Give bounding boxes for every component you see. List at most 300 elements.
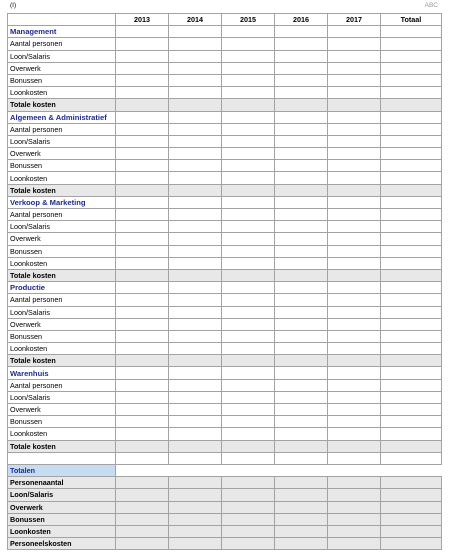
value-cell[interactable] (275, 148, 328, 160)
value-cell[interactable] (328, 318, 381, 330)
data-row (8, 123, 442, 135)
value-cell[interactable] (381, 501, 442, 513)
value-cell[interactable] (116, 269, 169, 281)
data-row (8, 74, 442, 86)
value-cell[interactable] (275, 306, 328, 318)
data-row (8, 62, 442, 74)
value-cell[interactable] (222, 123, 275, 135)
value-cell[interactable] (222, 513, 275, 525)
value-cell[interactable] (116, 209, 169, 221)
value-cell[interactable] (275, 513, 328, 525)
value-cell[interactable] (275, 99, 328, 111)
value-cell[interactable] (328, 513, 381, 525)
value-cell[interactable] (222, 26, 275, 38)
value-cell[interactable] (169, 26, 222, 38)
value-cell[interactable] (169, 525, 222, 537)
value-cell[interactable] (381, 196, 442, 208)
value-cell[interactable] (222, 184, 275, 196)
value-cell[interactable] (116, 87, 169, 99)
value-cell[interactable] (275, 209, 328, 221)
row-label: Overwerk (8, 233, 116, 245)
value-cell[interactable] (328, 343, 381, 355)
value-cell[interactable] (328, 50, 381, 62)
value-cell[interactable] (275, 477, 328, 489)
value-cell[interactable] (381, 343, 442, 355)
value-cell[interactable] (328, 74, 381, 86)
value-cell[interactable] (381, 282, 442, 294)
value-cell[interactable] (169, 38, 222, 50)
value-cell[interactable] (328, 135, 381, 147)
value-cell[interactable] (116, 513, 169, 525)
value-cell[interactable] (169, 123, 222, 135)
value-cell[interactable] (116, 404, 169, 416)
value-cell[interactable] (222, 196, 275, 208)
value-cell[interactable] (381, 355, 442, 367)
row-label: Aantal personen (8, 38, 116, 50)
data-row (8, 343, 442, 355)
value-cell[interactable] (381, 440, 442, 452)
row-label: Loonkosten (8, 343, 116, 355)
value-cell[interactable] (222, 148, 275, 160)
total-label: Totale kosten (8, 440, 116, 452)
value-cell[interactable] (116, 477, 169, 489)
value-cell[interactable] (381, 62, 442, 74)
value-cell[interactable] (381, 160, 442, 172)
value-cell[interactable] (328, 391, 381, 403)
value-cell[interactable] (275, 87, 328, 99)
spacer-cell (169, 464, 222, 476)
value-cell[interactable] (116, 343, 169, 355)
sheet-topbar (0, 0, 450, 12)
value-cell[interactable] (169, 111, 222, 123)
section-header-row (8, 111, 442, 123)
value-cell[interactable] (275, 294, 328, 306)
value-cell[interactable] (275, 50, 328, 62)
value-cell[interactable] (381, 330, 442, 342)
value-cell[interactable] (328, 367, 381, 379)
value-cell[interactable] (381, 111, 442, 123)
value-cell[interactable] (116, 257, 169, 269)
value-cell[interactable] (328, 172, 381, 184)
value-cell[interactable] (328, 245, 381, 257)
value-cell[interactable] (275, 330, 328, 342)
value-cell[interactable] (169, 428, 222, 440)
value-cell[interactable] (275, 416, 328, 428)
value-cell[interactable] (169, 245, 222, 257)
value-cell[interactable] (169, 367, 222, 379)
value-cell[interactable] (381, 87, 442, 99)
value-cell[interactable] (381, 233, 442, 245)
row-label: Overwerk (8, 404, 116, 416)
section-title: Warenhuis (8, 367, 116, 379)
value-cell[interactable] (275, 257, 328, 269)
value-cell[interactable] (222, 355, 275, 367)
value-cell[interactable] (275, 428, 328, 440)
value-cell[interactable] (169, 50, 222, 62)
value-cell[interactable] (169, 233, 222, 245)
value-cell[interactable] (328, 501, 381, 513)
value-cell[interactable] (116, 184, 169, 196)
value-cell[interactable] (275, 196, 328, 208)
value-cell[interactable] (116, 501, 169, 513)
value-cell[interactable] (116, 367, 169, 379)
value-cell[interactable] (169, 489, 222, 501)
value-cell[interactable] (116, 99, 169, 111)
value-cell[interactable] (169, 62, 222, 74)
value-cell[interactable] (275, 452, 328, 464)
value-cell[interactable] (328, 62, 381, 74)
value-cell[interactable] (381, 452, 442, 464)
value-cell[interactable] (169, 343, 222, 355)
value-cell[interactable] (169, 330, 222, 342)
value-cell[interactable] (275, 501, 328, 513)
value-cell[interactable] (328, 282, 381, 294)
value-cell[interactable] (328, 477, 381, 489)
value-cell[interactable] (222, 501, 275, 513)
value-cell[interactable] (116, 318, 169, 330)
data-row (8, 318, 442, 330)
value-cell[interactable] (116, 74, 169, 86)
value-cell[interactable] (275, 38, 328, 50)
value-cell[interactable] (222, 111, 275, 123)
value-cell[interactable] (328, 525, 381, 537)
value-cell[interactable] (328, 404, 381, 416)
total-label: Totale kosten (8, 184, 116, 196)
value-cell[interactable] (222, 135, 275, 147)
value-cell[interactable] (328, 221, 381, 233)
value-cell[interactable] (381, 221, 442, 233)
totals-row (8, 513, 442, 525)
value-cell[interactable] (328, 416, 381, 428)
value-cell[interactable] (222, 404, 275, 416)
value-cell[interactable] (169, 269, 222, 281)
value-cell[interactable] (328, 452, 381, 464)
value-cell[interactable] (381, 123, 442, 135)
value-cell[interactable] (328, 184, 381, 196)
value-cell[interactable] (328, 355, 381, 367)
value-cell[interactable] (381, 135, 442, 147)
value-cell[interactable] (169, 221, 222, 233)
value-cell[interactable] (116, 428, 169, 440)
value-cell[interactable] (116, 26, 169, 38)
value-cell[interactable] (275, 160, 328, 172)
row-label: Overwerk (8, 148, 116, 160)
value-cell[interactable] (116, 391, 169, 403)
value-cell[interactable] (222, 282, 275, 294)
value-cell[interactable] (222, 452, 275, 464)
value-cell[interactable] (328, 306, 381, 318)
value-cell[interactable] (116, 294, 169, 306)
value-cell[interactable] (381, 404, 442, 416)
value-cell[interactable] (116, 452, 169, 464)
value-cell[interactable] (116, 135, 169, 147)
value-cell[interactable] (116, 379, 169, 391)
value-cell[interactable] (116, 221, 169, 233)
value-cell[interactable] (169, 404, 222, 416)
data-row (8, 404, 442, 416)
value-cell[interactable] (169, 440, 222, 452)
value-cell[interactable] (169, 355, 222, 367)
value-cell[interactable] (275, 135, 328, 147)
value-cell[interactable] (381, 318, 442, 330)
value-cell[interactable] (169, 294, 222, 306)
value-cell[interactable] (116, 148, 169, 160)
value-cell[interactable] (169, 172, 222, 184)
data-row (8, 391, 442, 403)
value-cell[interactable] (116, 196, 169, 208)
value-cell[interactable] (328, 148, 381, 160)
value-cell[interactable] (328, 257, 381, 269)
row-label: Bonussen (8, 416, 116, 428)
value-cell[interactable] (275, 245, 328, 257)
spacer-cell (275, 464, 328, 476)
value-cell[interactable] (222, 221, 275, 233)
value-cell[interactable] (328, 440, 381, 452)
value-cell[interactable] (275, 391, 328, 403)
value-cell[interactable] (275, 318, 328, 330)
value-cell[interactable] (169, 135, 222, 147)
value-cell[interactable] (169, 318, 222, 330)
value-cell[interactable] (116, 489, 169, 501)
value-cell[interactable] (381, 513, 442, 525)
value-cell[interactable] (275, 233, 328, 245)
totals-row-label: Loonkosten (8, 525, 116, 537)
value-cell[interactable] (169, 282, 222, 294)
row-label: Loon/Salaris (8, 135, 116, 147)
value-cell[interactable] (381, 269, 442, 281)
value-cell[interactable] (169, 477, 222, 489)
totals-row-label: Bonussen (8, 513, 116, 525)
value-cell[interactable] (381, 209, 442, 221)
value-cell[interactable] (222, 294, 275, 306)
value-cell[interactable] (381, 477, 442, 489)
value-cell[interactable] (275, 440, 328, 452)
value-cell[interactable] (275, 172, 328, 184)
section-total-row (8, 99, 442, 111)
value-cell[interactable] (328, 160, 381, 172)
value-cell[interactable] (222, 391, 275, 403)
value-cell[interactable] (222, 525, 275, 537)
value-cell[interactable] (222, 306, 275, 318)
value-cell[interactable] (169, 148, 222, 160)
section-title: Verkoop & Marketing (8, 196, 116, 208)
value-cell[interactable] (328, 489, 381, 501)
value-cell[interactable] (328, 269, 381, 281)
value-cell[interactable] (275, 111, 328, 123)
row-label: Bonussen (8, 330, 116, 342)
value-cell[interactable] (116, 306, 169, 318)
value-cell[interactable] (169, 74, 222, 86)
value-cell[interactable] (169, 257, 222, 269)
value-cell[interactable] (169, 99, 222, 111)
value-cell[interactable] (328, 379, 381, 391)
value-cell[interactable] (275, 282, 328, 294)
value-cell[interactable] (275, 184, 328, 196)
value-cell[interactable] (275, 343, 328, 355)
value-cell[interactable] (222, 343, 275, 355)
value-cell[interactable] (116, 330, 169, 342)
spacer-cell (328, 464, 381, 476)
value-cell[interactable] (381, 391, 442, 403)
value-cell[interactable] (222, 172, 275, 184)
totals-row (8, 501, 442, 513)
value-cell[interactable] (381, 538, 442, 550)
value-cell[interactable] (328, 196, 381, 208)
value-cell[interactable] (275, 355, 328, 367)
value-cell[interactable] (381, 245, 442, 257)
value-cell[interactable] (328, 38, 381, 50)
value-cell[interactable] (328, 99, 381, 111)
value-cell[interactable] (169, 501, 222, 513)
row-label: Aantal personen (8, 379, 116, 391)
data-row (8, 306, 442, 318)
value-cell[interactable] (169, 160, 222, 172)
value-cell[interactable] (222, 440, 275, 452)
value-cell[interactable] (328, 209, 381, 221)
value-cell[interactable] (116, 233, 169, 245)
value-cell[interactable] (328, 233, 381, 245)
value-cell[interactable] (116, 123, 169, 135)
value-cell[interactable] (328, 26, 381, 38)
value-cell[interactable] (328, 330, 381, 342)
value-cell[interactable] (222, 99, 275, 111)
value-cell[interactable] (381, 489, 442, 501)
value-cell[interactable] (116, 245, 169, 257)
value-cell[interactable] (381, 306, 442, 318)
row-label: Loon/Salaris (8, 306, 116, 318)
value-cell[interactable] (381, 148, 442, 160)
value-cell[interactable] (169, 452, 222, 464)
column-header: 2017 (328, 14, 381, 26)
value-cell[interactable] (222, 245, 275, 257)
totals-row (8, 538, 442, 550)
value-cell[interactable] (222, 160, 275, 172)
value-cell[interactable] (169, 538, 222, 550)
column-header: 2013 (116, 14, 169, 26)
value-cell[interactable] (222, 489, 275, 501)
value-cell[interactable] (8, 452, 116, 464)
value-cell[interactable] (222, 330, 275, 342)
blank-row (8, 452, 442, 464)
value-cell[interactable] (222, 416, 275, 428)
value-cell[interactable] (328, 123, 381, 135)
value-cell[interactable] (328, 111, 381, 123)
value-cell[interactable] (116, 538, 169, 550)
row-label: Aantal personen (8, 123, 116, 135)
value-cell[interactable] (116, 525, 169, 537)
value-cell[interactable] (169, 196, 222, 208)
value-cell[interactable] (275, 123, 328, 135)
value-cell[interactable] (116, 416, 169, 428)
value-cell[interactable] (381, 428, 442, 440)
value-cell[interactable] (381, 50, 442, 62)
value-cell[interactable] (169, 87, 222, 99)
value-cell[interactable] (222, 367, 275, 379)
section-header-row (8, 26, 442, 38)
value-cell[interactable] (222, 209, 275, 221)
value-cell[interactable] (222, 233, 275, 245)
value-cell[interactable] (328, 294, 381, 306)
value-cell[interactable] (116, 355, 169, 367)
value-cell[interactable] (222, 74, 275, 86)
value-cell[interactable] (381, 26, 442, 38)
value-cell[interactable] (222, 50, 275, 62)
value-cell[interactable] (169, 391, 222, 403)
value-cell[interactable] (381, 74, 442, 86)
value-cell[interactable] (222, 477, 275, 489)
value-cell[interactable] (275, 74, 328, 86)
value-cell[interactable] (381, 257, 442, 269)
value-cell[interactable] (275, 489, 328, 501)
value-cell[interactable] (222, 87, 275, 99)
value-cell[interactable] (169, 209, 222, 221)
value-cell[interactable] (381, 525, 442, 537)
value-cell[interactable] (222, 257, 275, 269)
value-cell[interactable] (381, 294, 442, 306)
value-cell[interactable] (222, 538, 275, 550)
value-cell[interactable] (328, 538, 381, 550)
value-cell[interactable] (116, 172, 169, 184)
value-cell[interactable] (116, 160, 169, 172)
value-cell[interactable] (275, 62, 328, 74)
value-cell[interactable] (222, 379, 275, 391)
column-header: Totaal (381, 14, 442, 26)
value-cell[interactable] (328, 87, 381, 99)
value-cell[interactable] (275, 538, 328, 550)
value-cell[interactable] (169, 306, 222, 318)
value-cell[interactable] (381, 172, 442, 184)
value-cell[interactable] (275, 269, 328, 281)
value-cell[interactable] (275, 221, 328, 233)
value-cell[interactable] (169, 513, 222, 525)
total-label: Totale kosten (8, 269, 116, 281)
value-cell[interactable] (275, 379, 328, 391)
row-label: Loonkosten (8, 428, 116, 440)
value-cell[interactable] (381, 379, 442, 391)
data-row (8, 135, 442, 147)
value-cell[interactable] (116, 282, 169, 294)
value-cell[interactable] (116, 111, 169, 123)
value-cell[interactable] (116, 50, 169, 62)
value-cell[interactable] (381, 367, 442, 379)
value-cell[interactable] (381, 99, 442, 111)
value-cell[interactable] (116, 62, 169, 74)
value-cell[interactable] (381, 184, 442, 196)
value-cell[interactable] (222, 269, 275, 281)
data-row (8, 209, 442, 221)
data-row (8, 221, 442, 233)
value-cell[interactable] (116, 440, 169, 452)
value-cell[interactable] (222, 38, 275, 50)
value-cell[interactable] (222, 62, 275, 74)
value-cell[interactable] (116, 38, 169, 50)
value-cell[interactable] (328, 428, 381, 440)
column-header (8, 14, 116, 26)
value-cell[interactable] (275, 367, 328, 379)
value-cell[interactable] (169, 379, 222, 391)
value-cell[interactable] (222, 428, 275, 440)
value-cell[interactable] (169, 184, 222, 196)
value-cell[interactable] (169, 416, 222, 428)
value-cell[interactable] (275, 525, 328, 537)
value-cell[interactable] (381, 416, 442, 428)
value-cell[interactable] (275, 404, 328, 416)
value-cell[interactable] (381, 38, 442, 50)
row-label: Bonussen (8, 74, 116, 86)
personnel-cost-table (7, 13, 442, 550)
value-cell[interactable] (222, 318, 275, 330)
value-cell[interactable] (275, 26, 328, 38)
